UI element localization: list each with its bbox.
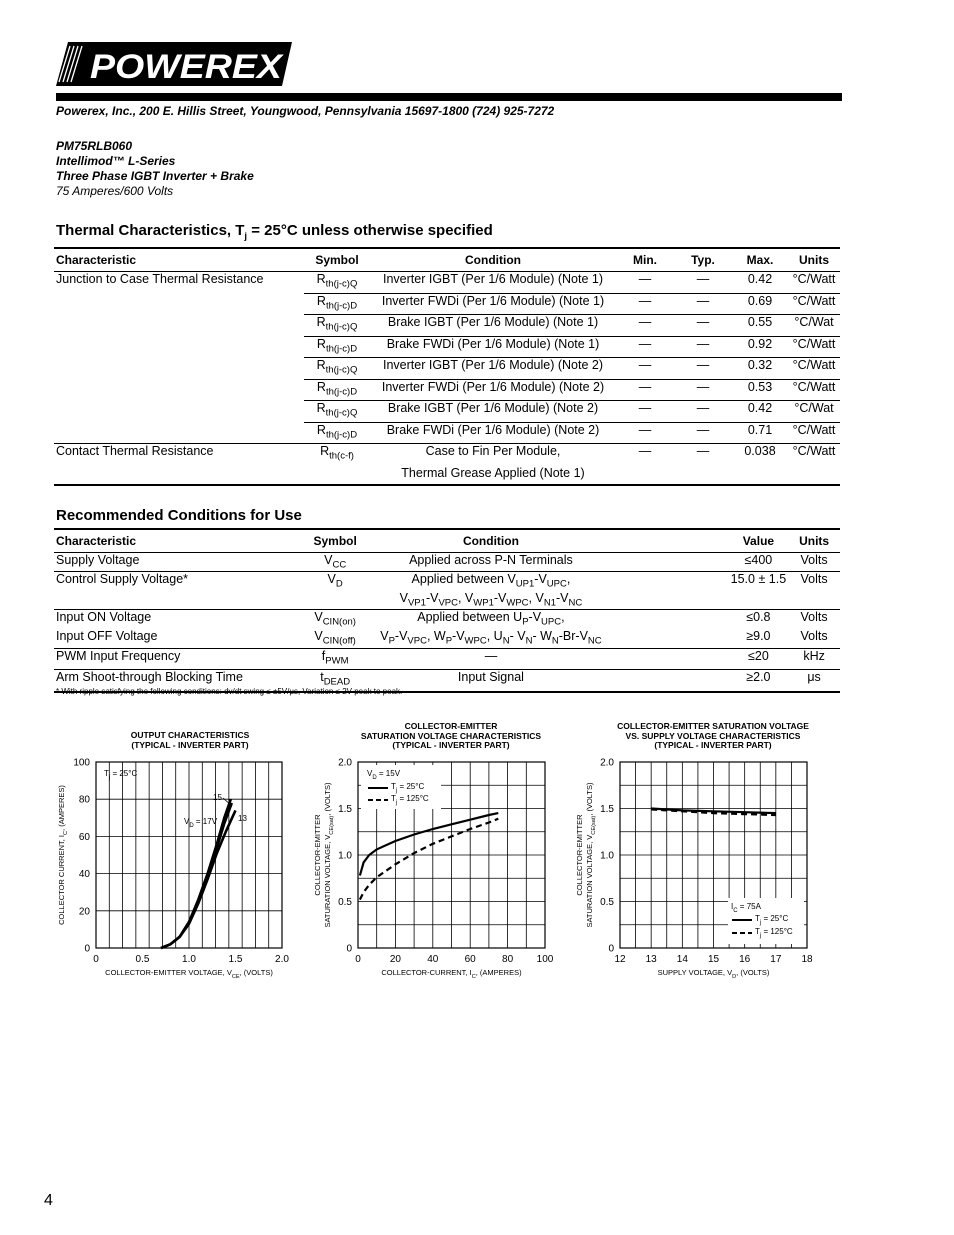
row-symbol: $R_{th(j-c)D}$ (316, 422, 358, 440)
x-axis-label: COLLECTOR-CURRENT, $I_C$, (AMPERES) (381, 968, 522, 980)
input-off-condition: $V_P-V_{VPC}$, $W_P-V_{WPC}$, $U_N-$ $V_N-$ $W_N-Br-V_{NC}$ (380, 628, 602, 646)
contact-condition: Case to Fin Per Module, Thermal Grease Applied (Note 1) (401, 444, 585, 480)
row-max: 0.32 (747, 358, 773, 372)
row-typ: — (696, 422, 710, 437)
row-units: °C/Wat (794, 315, 834, 329)
row-condition: Brake IGBT (Per 1/6 Module) (Note 1) (387, 315, 599, 329)
y-tick-label: 80 (78, 794, 90, 806)
y-tick-label: 2.0 (338, 757, 352, 769)
pwm-symbol: $f_{PWM}$ (321, 649, 349, 667)
row-condition: Brake FWDi (Per 1/6 Module) (Note 2) (386, 422, 600, 437)
contact-units: °C/Watt (792, 444, 836, 458)
part-series: Intellimod™ L-Series (56, 154, 176, 168)
chart-title (70, 731, 310, 750)
x-tick-label: 40 (427, 954, 439, 965)
row-units: °C/Watt (792, 336, 836, 351)
row-units: °C/Watt (792, 293, 836, 308)
row-max: 0.71 (747, 422, 773, 437)
y-tick-label: 0.5 (338, 897, 352, 908)
annotation-13: 13 (238, 814, 247, 823)
arm-symbol: $t_{DEAD}$ (320, 670, 351, 688)
row-condition: Inverter FWDi (Per 1/6 Module) (Note 1) (381, 293, 605, 308)
y-tick-label: 100 (73, 757, 90, 769)
row-min: — (638, 422, 652, 437)
row-typ: — (696, 315, 710, 329)
row-typ: — (696, 379, 710, 394)
col-characteristic: Characteristic (56, 253, 137, 267)
row-max: 0.42 (747, 272, 773, 286)
arm-condition: Input Signal (457, 670, 524, 684)
y-tick-label: 2.0 (600, 757, 614, 769)
row-max: 0.53 (747, 379, 773, 394)
y-tick-label: 0 (84, 943, 90, 955)
chart-title-line: SATURATION VOLTAGE CHARACTERISTICS (360, 730, 542, 741)
input-on-units: Volts (800, 610, 828, 624)
row-units: °C/Wat (794, 401, 834, 415)
legend-125c: $T_j = 125^\circ C$ (755, 927, 793, 939)
legend-ic: $I_C = 75A$ (731, 902, 761, 914)
row-symbol: $R_{th(j-c)D}$ (316, 379, 358, 397)
row-units: °C/Watt (792, 358, 836, 372)
arm-value: ≥2.0 (746, 670, 771, 684)
row-symbol: $R_{th(j-c)Q}$ (316, 358, 358, 376)
row-symbol: $R_{th(j-c)Q}$ (316, 272, 358, 290)
row-max: 0.42 (747, 401, 773, 415)
control-label: Control Supply Voltage* (56, 572, 189, 586)
input-on-condition: Applied between $U_P-V_{UPC}$, (417, 610, 565, 628)
row-typ: — (696, 293, 710, 308)
x-tick-label: 0 (93, 954, 99, 965)
row-min: — (638, 358, 652, 372)
x-tick-label: 17 (770, 954, 782, 965)
row-condition: Brake IGBT (Per 1/6 Module) (Note 2) (387, 401, 599, 415)
x-tick-label: 16 (739, 954, 751, 965)
chart-title-line: VS. SUPPLY VOLTAGE CHARACTERISTICS (625, 730, 801, 741)
row-max: 0.92 (747, 336, 773, 351)
x-tick-label: 20 (389, 954, 401, 965)
row-condition: Inverter IGBT (Per 1/6 Module) (Note 1) (383, 272, 603, 286)
x-tick-label: 13 (645, 954, 657, 965)
row-condition: Inverter IGBT (Per 1/6 Module) (Note 2) (383, 358, 603, 372)
row-min: — (638, 272, 652, 286)
row-symbol: $R_{th(j-c)Q}$ (316, 401, 358, 419)
x-tick-label: 18 (801, 954, 813, 965)
row-min: — (638, 336, 652, 351)
page-number: 4 (44, 1192, 53, 1209)
row-typ: — (696, 272, 710, 286)
chart-title-line: COLLECTOR-EMITTER SATURATION VOLTAGE (617, 721, 809, 731)
x-tick-label: 1.0 (182, 954, 196, 965)
row-min: — (638, 401, 652, 415)
contact-min: — (638, 444, 652, 458)
row-symbol: $R_{th(j-c)D}$ (316, 293, 358, 311)
col-min: Min. (633, 253, 657, 267)
col-typ: Typ. (691, 253, 715, 267)
x-tick-label: 2.0 (275, 954, 289, 965)
y-tick-label: 1.5 (600, 804, 614, 815)
row-units: °C/Watt (792, 422, 836, 437)
series-line (360, 813, 498, 875)
col-units: Units (799, 253, 829, 267)
part-number: PM75RLB060 (56, 139, 133, 153)
col-value: Value (742, 534, 775, 548)
col-symbol: Symbol (313, 534, 357, 548)
control-condition: Applied between $V_{UP1}-V_{UPC}$, $V_{VP1}-V_{VPC}$, $V_{WP1}-V_{WPC}$, $V_{N1}-V_{NC}$ (399, 572, 583, 609)
company-address: Powerex, Inc., 200 E. Hillis Street, Youngwood, Pennsylvania 15697-1800 (724) 925-7272 (56, 104, 555, 118)
arm-units: μs (807, 670, 821, 684)
row-min: — (638, 379, 652, 394)
x-tick-label: 60 (464, 954, 476, 965)
row-min: — (638, 293, 652, 308)
x-axis-label: SUPPLY VOLTAGE, $V_D$, (VOLTS) (657, 968, 770, 980)
legend-25c: $T_j = 25^\circ C$ (755, 914, 789, 926)
row-symbol: $R_{th(j-c)D}$ (316, 336, 358, 354)
thermal-heading-text: Thermal Characteristics, T (56, 222, 245, 239)
pwm-units: kHz (803, 649, 825, 663)
row-condition: Inverter FWDi (Per 1/6 Module) (Note 2) (381, 379, 605, 394)
y-tick-label: 60 (78, 831, 90, 843)
x-tick-label: 1.5 (228, 954, 243, 965)
chart-title (331, 722, 571, 751)
recommended-heading: Recommended Conditions for Use (56, 507, 302, 524)
annotation-15: 15 (213, 793, 222, 802)
legend-125c: $T_j = 125^\circ C$ (391, 794, 429, 806)
control-symbol: $V_D$ (327, 572, 343, 590)
part-description: Three Phase IGBT Inverter + Brake (56, 169, 254, 183)
y-tick-label: 0 (346, 943, 352, 955)
y-tick-label: 0.5 (600, 897, 614, 908)
supply-units: Volts (800, 553, 828, 567)
legend-25c: $T_j = 25^\circ C$ (391, 782, 425, 794)
contact-max: 0.038 (744, 444, 776, 458)
logo-text: POWEREX (90, 48, 285, 86)
y-tick-label: 1.0 (600, 850, 614, 862)
series-line (161, 810, 235, 948)
supply-symbol: $V_{CC}$ (324, 553, 347, 571)
control-units: Volts (800, 572, 828, 586)
input-on-label: Input ON Voltage (56, 610, 152, 624)
footnote: * With ripple satisfying the following conditions: dv/dt swing ≤ ±5V/μs, Variation ≤ 2V peak to peak. (56, 687, 403, 696)
row-typ: — (696, 358, 710, 372)
x-tick-label: 100 (536, 954, 554, 965)
input-off-value: ≥9.0 (746, 628, 771, 643)
col-condition: Condition (462, 534, 519, 548)
input-on-symbol: $V_{CIN(on)}$ (314, 610, 356, 628)
row-min: — (638, 315, 652, 329)
input-off-symbol: $V_{CIN(off)}$ (314, 628, 356, 646)
row-symbol: $R_{th(j-c)Q}$ (316, 315, 358, 333)
x-tick-label: 15 (707, 954, 720, 965)
y-axis-label-top: COLLECTOR-EMITTER (575, 814, 584, 896)
chart-title (593, 722, 833, 751)
chart-title-line: (TYPICAL - INVERTER PART) (654, 740, 772, 750)
col-max: Max. (746, 253, 774, 267)
col-characteristic: Characteristic (56, 534, 137, 548)
x-tick-label: 80 (502, 954, 514, 965)
chart-title-line: (TYPICAL - INVERTER PART) (131, 739, 249, 750)
input-on-value: ≤0.8 (746, 610, 771, 624)
input-off-units: Volts (800, 628, 828, 643)
control-value: 15.0 ± 1.5 (730, 572, 787, 586)
row-units: °C/Watt (792, 379, 836, 394)
input-off-label: Input OFF Voltage (56, 628, 158, 643)
annotation-vd: $V_D = 17V$ (184, 817, 218, 829)
pwm-label: PWM Input Frequency (56, 649, 181, 663)
y-axis-label-top: COLLECTOR-EMITTER (313, 814, 322, 896)
row-units: °C/Watt (792, 272, 836, 286)
row-max: 0.69 (747, 293, 773, 308)
y-axis-label: SATURATION VOLTAGE, $V_{CE(sat)}$, (VOLTS) (323, 782, 335, 928)
pwm-value: ≤20 (748, 649, 769, 663)
supply-condition: Applied across P-N Terminals (409, 553, 573, 567)
x-tick-label: 0 (355, 954, 361, 965)
part-rating: 75 Amperes/600 Volts (56, 184, 174, 198)
x-tick-label: 14 (676, 954, 688, 965)
y-axis-label: COLLECTOR CURRENT, $I_C$, (AMPERES) (57, 785, 69, 925)
arm-label: Arm Shoot-through Blocking Time (56, 670, 243, 684)
contact-label: Contact Thermal Resistance (56, 444, 214, 458)
y-tick-label: 0 (608, 943, 614, 955)
legend-vd: $V_D = 15V$ (367, 769, 401, 781)
col-symbol: Symbol (315, 253, 359, 267)
y-axis-label: SATURATION VOLTAGE, $V_{CE(sat)}$, (VOLTS) (585, 782, 597, 928)
row-typ: — (696, 336, 710, 351)
y-tick-label: 1.5 (338, 804, 352, 815)
thermal-heading-post: = 25°C unless otherwise specified (247, 222, 493, 239)
chart-title-line: COLLECTOR-EMITTER (404, 721, 498, 731)
contact-typ: — (696, 444, 710, 458)
col-units: Units (799, 534, 830, 548)
supply-label: Supply Voltage (56, 553, 140, 567)
col-condition: Condition (465, 253, 521, 267)
y-tick-label: 20 (78, 906, 90, 918)
thermal-heading-sub: j (244, 231, 248, 242)
row-typ: — (696, 401, 710, 415)
x-tick-label: 12 (614, 954, 626, 965)
contact-symbol: $R_{th(c-f)}$ (320, 444, 354, 462)
x-tick-label: 0.5 (135, 954, 150, 965)
x-axis-label: COLLECTOR-EMITTER VOLTAGE, $V_{CE}$, (VOLTS) (105, 968, 273, 980)
row-max: 0.55 (747, 315, 773, 329)
chart-title-line: OUTPUT CHARACTERISTICS (130, 730, 250, 740)
row-condition: Brake FWDi (Per 1/6 Module) (Note 1) (386, 336, 600, 351)
pwm-condition: — (484, 649, 498, 663)
y-tick-label: 1.0 (338, 850, 352, 862)
chart-title-line: (TYPICAL - INVERTER PART) (392, 740, 510, 750)
junction-label: Junction to Case Thermal Resistance (54, 272, 304, 444)
y-tick-label: 40 (78, 869, 90, 881)
supply-value: ≤400 (744, 553, 773, 567)
annotation-tj: $T_j = 25^\circ C$ (104, 769, 138, 781)
